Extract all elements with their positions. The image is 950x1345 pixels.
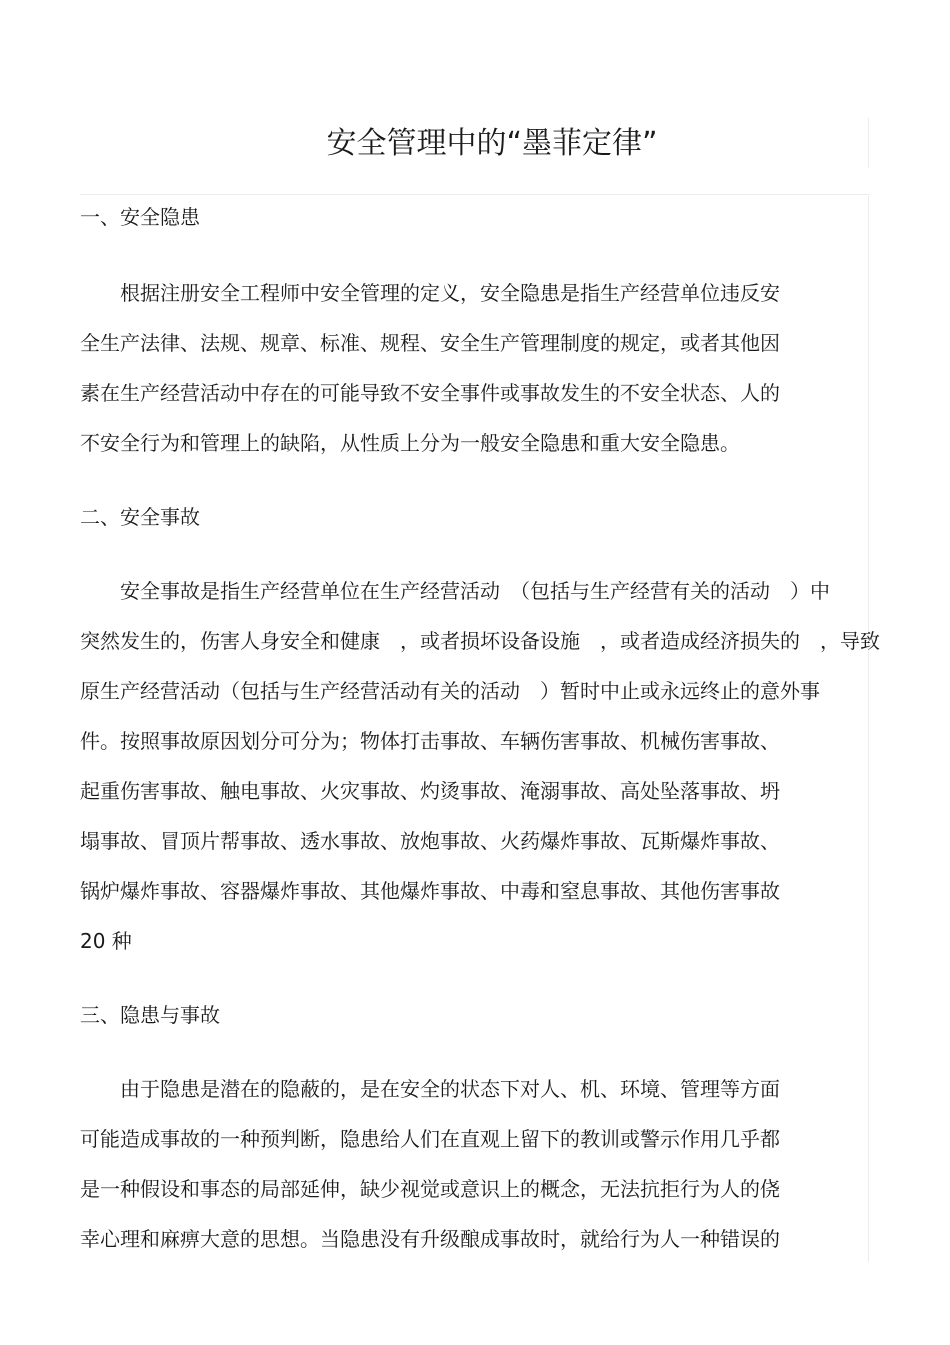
paragraph-line: 不安全行为和管理上的缺陷，从性质上分为一般安全隐患和重大安全隐患。 [80, 431, 740, 455]
section-heading: 二、安全事故 [80, 505, 200, 529]
paragraph-line: 根据注册安全工程师中安全管理的定义，安全隐患是指生产经营单位违反安 [120, 281, 780, 305]
paragraph-line: 突然发生的，伤害人身安全和健康 ，或者损坏设备设施 ，或者造成经济损失的 ，导致 [80, 629, 880, 653]
paragraph-line: 件。按照事故原因划分可分为；物体打击事故、车辆伤害事故、机械伤害事故、 [80, 729, 780, 753]
paragraph-line: 安全事故是指生产经营单位在生产经营活动 （包括与生产经营有关的活动 ）中 [120, 579, 830, 603]
section-heading: 三、隐患与事故 [80, 1003, 220, 1027]
paragraph-line: 幸心理和麻痹大意的思想。当隐患没有升级酿成事故时，就给行为人一种错误的 [80, 1227, 780, 1251]
page-right-border [868, 196, 869, 1262]
paragraph-line: 起重伤害事故、触电事故、火灾事故、灼烫事故、淹溺事故、高处坠落事故、坍 [80, 779, 780, 803]
paragraph-line: 塌事故、冒顶片帮事故、透水事故、放炮事故、火药爆炸事故、瓦斯爆炸事故、 [80, 829, 780, 853]
paragraph-line: 是一种假设和事态的局部延伸，缺少视觉或意识上的概念，无法抗拒行为人的侥 [80, 1177, 780, 1201]
paragraph-line: 原生产经营活动（包括与生产经营活动有关的活动 ）暂时中止或永远终止的意外事 [80, 679, 820, 703]
header-divider [80, 194, 870, 195]
paragraph-line: 素在生产经营活动中存在的可能导致不安全事件或事故发生的不安全状态、人的 [80, 381, 780, 405]
paragraph-line: 全生产法律、法规、规章、标准、规程、安全生产管理制度的规定，或者其他因 [80, 331, 780, 355]
title-divider-vertical [868, 118, 869, 168]
document-title: 安全管理中的“墨菲定律” [326, 126, 658, 161]
paragraph-line: 由于隐患是潜在的隐蔽的，是在安全的状态下对人、机、环境、管理等方面 [120, 1077, 780, 1101]
paragraph-line: 锅炉爆炸事故、容器爆炸事故、其他爆炸事故、中毒和窒息事故、其他伤害事故 [80, 879, 780, 903]
paragraph-line: 可能造成事故的一种预判断，隐患给人们在直观上留下的教训或警示作用几乎都 [80, 1127, 780, 1151]
paragraph-line: 20 种 [80, 929, 132, 953]
section-heading: 一、安全隐患 [80, 205, 200, 229]
